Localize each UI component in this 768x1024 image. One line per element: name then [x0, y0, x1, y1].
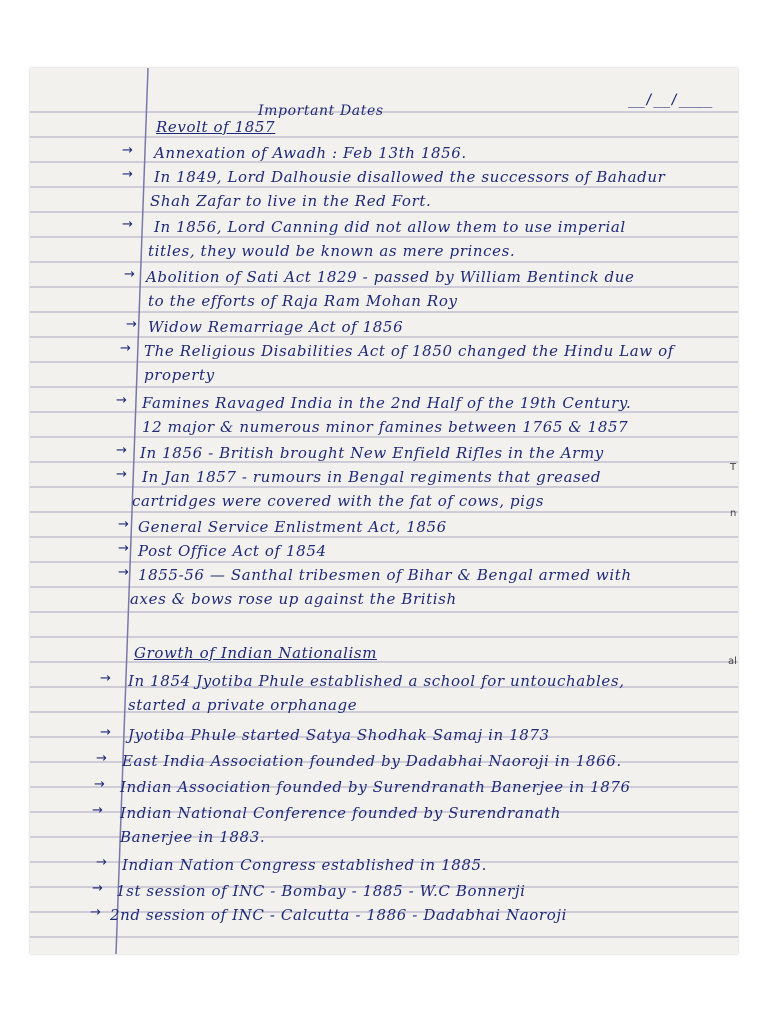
edge-mark: n [730, 508, 737, 519]
note-line: property [144, 366, 215, 384]
note-line: 1855-56 — Santhal tribesmen of Bihar & Bengal armed with [138, 566, 632, 584]
arrow-icon: → [116, 467, 127, 482]
note-line: Widow Remarriage Act of 1856 [148, 318, 404, 336]
notebook-page [30, 68, 738, 954]
note-line: In Jan 1857 - rumours in Bengal regiments that greased [142, 468, 602, 486]
arrow-icon: → [124, 267, 135, 282]
note-line: Indian Association founded by Surendranath Banerjee in 1876 [120, 778, 631, 796]
edge-mark: T [730, 462, 737, 473]
note-line: cartridges were covered with the fat of cows, pigs [132, 492, 545, 510]
note-line: Banerjee in 1883. [120, 828, 266, 846]
arrow-icon: → [100, 725, 111, 740]
arrow-icon: → [116, 393, 127, 408]
note-line: 2nd session of INC - Calcutta - 1886 - Dadabhai Naoroji [110, 906, 567, 924]
arrow-icon: → [94, 777, 105, 792]
note-line: to the efforts of Raja Ram Mohan Roy [148, 292, 458, 310]
note-line: axes & bows rose up against the British [130, 590, 457, 608]
section-heading-nationalism: Growth of Indian Nationalism [134, 644, 378, 662]
binding-edge [30, 68, 42, 954]
note-line: Annexation of Awadh : Feb 13th 1856. [154, 144, 467, 162]
note-line: 12 major & numerous minor famines between 1765 & 1857 [142, 418, 629, 436]
note-line: 1st session of INC - Bombay - 1885 - W.C Bonnerji [116, 882, 526, 900]
note-line: Indian Nation Congress established in 1885. [122, 856, 488, 874]
note-line: Post Office Act of 1854 [138, 542, 327, 560]
arrow-icon: → [118, 517, 129, 532]
arrow-icon: → [100, 671, 111, 686]
arrow-icon: → [92, 803, 103, 818]
section-heading-revolt: Revolt of 1857 [156, 118, 276, 136]
date-blank: __/__/____ [628, 92, 713, 108]
arrow-icon: → [96, 751, 107, 766]
note-line: In 1854 Jyotiba Phule established a school for untouchables, [128, 672, 625, 690]
arrow-icon: → [90, 905, 101, 920]
arrow-icon: → [122, 167, 133, 182]
arrow-icon: → [120, 341, 131, 356]
note-line: Abolition of Sati Act 1829 - passed by William Bentinck due [146, 268, 635, 286]
note-line: Indian National Conference founded by Surendranath [120, 804, 562, 822]
arrow-icon: → [118, 565, 129, 580]
arrow-icon: → [122, 217, 133, 232]
arrow-icon: → [122, 143, 133, 158]
note-line: East India Association founded by Dadabhai Naoroji in 1866. [122, 752, 622, 770]
note-line: In 1856, Lord Canning did not allow them to use imperial [154, 218, 626, 236]
arrow-icon: → [92, 881, 103, 896]
note-line: Famines Ravaged India in the 2nd Half of the 19th Century. [142, 394, 632, 412]
note-line: titles, they would be known as mere princes. [148, 242, 516, 260]
arrow-icon: → [118, 541, 129, 556]
note-line: started a private orphanage [128, 696, 358, 714]
note-line: Shah Zafar to live in the Red Fort. [150, 192, 432, 210]
note-line: Jyotiba Phule started Satya Shodhak Samaj in 1873 [128, 726, 550, 744]
note-line: General Service Enlistment Act, 1856 [138, 518, 447, 536]
edge-mark: al [728, 656, 737, 667]
arrow-icon: → [126, 317, 137, 332]
note-line: The Religious Disabilities Act of 1850 changed the Hindu Law of [144, 342, 674, 360]
note-line: In 1849, Lord Dalhousie disallowed the successors of Bahadur [154, 168, 666, 186]
arrow-icon: → [116, 443, 127, 458]
page-title: Important Dates [258, 103, 384, 119]
note-line: In 1856 - British brought New Enfield Rifles in the Army [140, 444, 604, 462]
arrow-icon: → [96, 855, 107, 870]
